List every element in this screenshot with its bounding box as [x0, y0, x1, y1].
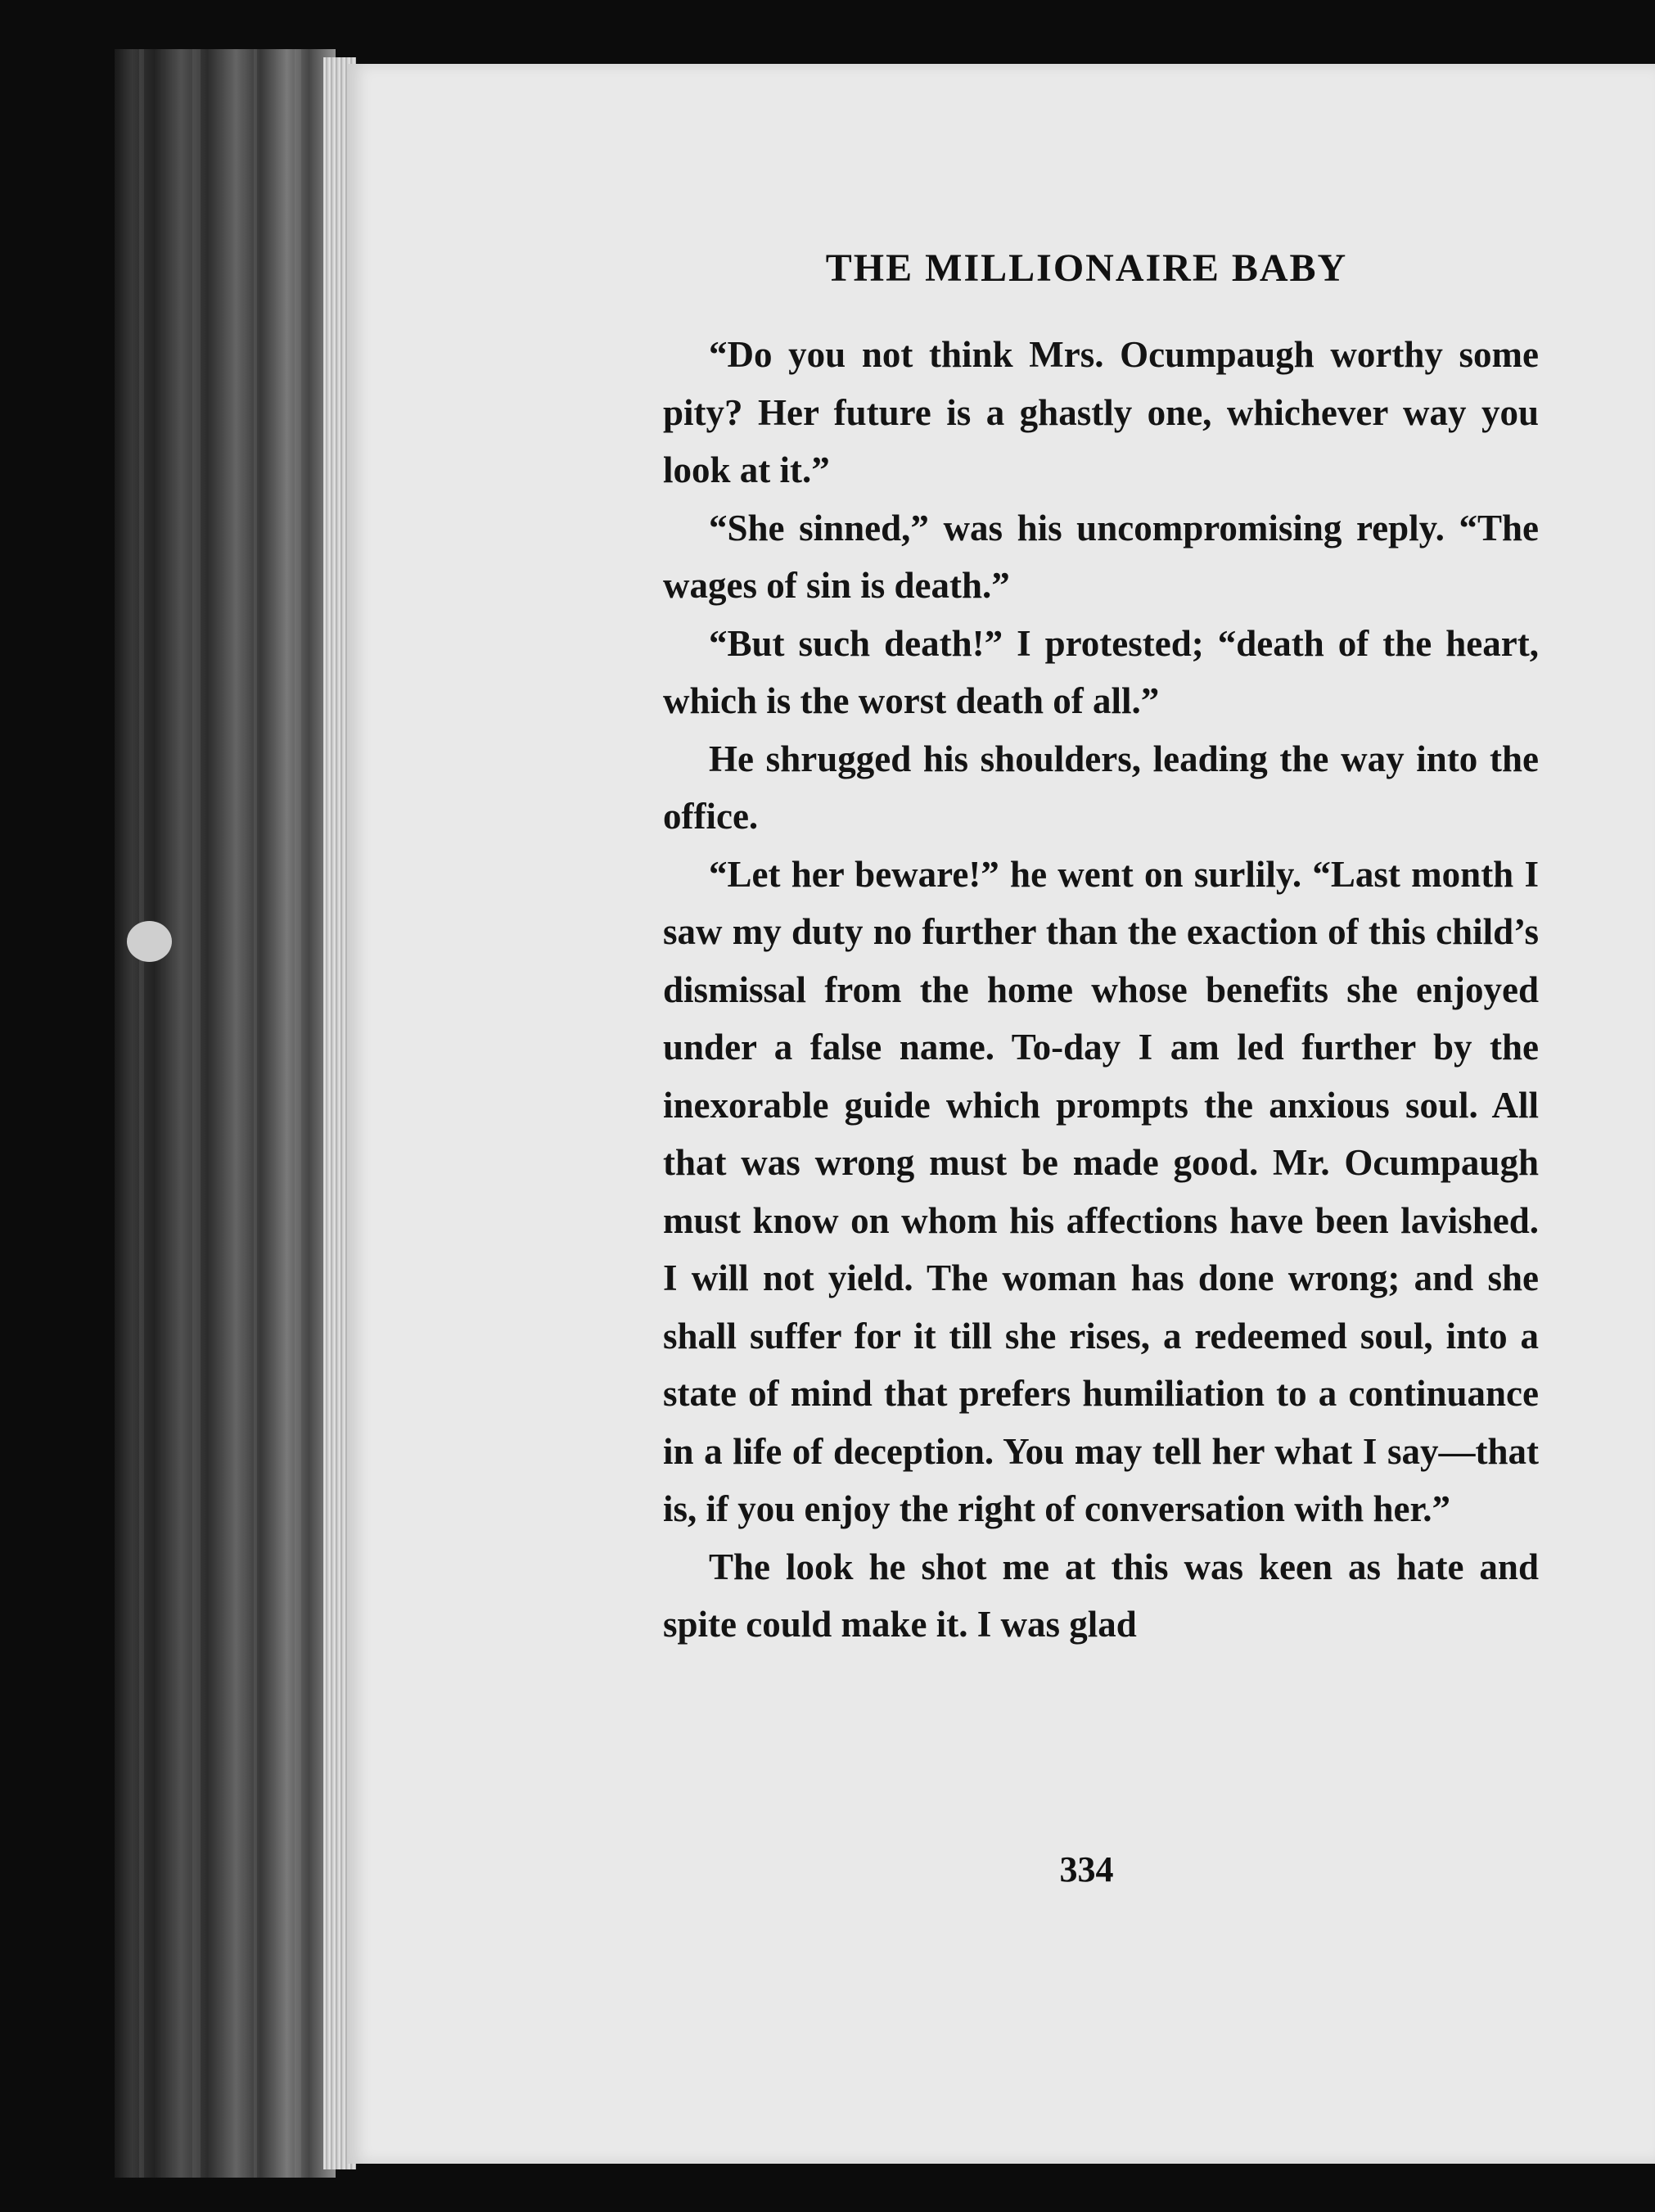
page-number: 334 [1059, 1849, 1114, 1889]
paragraph: He shrugged his shoulders, leading the way into the office. [663, 738, 1539, 837]
spine-stripe [192, 49, 201, 2178]
paragraph: “Let her beware!” he went on surlily. “Last month I saw my duty no further than the exaction of this child’s dismissal from the home whose benefits she enjoyed under a false name. To-day I am led further by the inexorable guide which prompts the anxious soul. All that was wrong must be made good. Mr. Ocumpaugh must know on whom his affections have been lavished. I will not yield. The woman has done wrong; and she shall suffer for it till she rises, a redeemed soul, into a state of mind that prefers humiliation to a continuance in a life of deception. You may tell her what I say—that is, if you enjoy the right of conversation with her.” [663, 853, 1539, 1529]
spine-stripe [295, 49, 301, 2178]
paragraph: “Do you not think Mrs. Ocumpaugh worthy some pity? Her future is a ghastly one, whichever way you look at it.” [663, 334, 1539, 490]
book-page [348, 64, 1655, 2164]
scan-speck [127, 921, 172, 962]
spine-stripe [139, 49, 144, 2178]
paragraph: The look he shot me at this was keen as hate and spite could make it. I was glad [663, 1546, 1539, 1645]
book-spine [115, 49, 336, 2178]
body-text [663, 326, 1539, 1654]
running-head: THE MILLIONAIRE BABY [825, 246, 1348, 290]
paragraph: “But such death!” I protested; “death of the heart, which is the worst death of all.” [663, 622, 1539, 721]
spine-stripe [254, 49, 257, 2178]
paragraph: “She sinned,” was his uncompromising reply. “The wages of sin is death.” [663, 507, 1539, 606]
